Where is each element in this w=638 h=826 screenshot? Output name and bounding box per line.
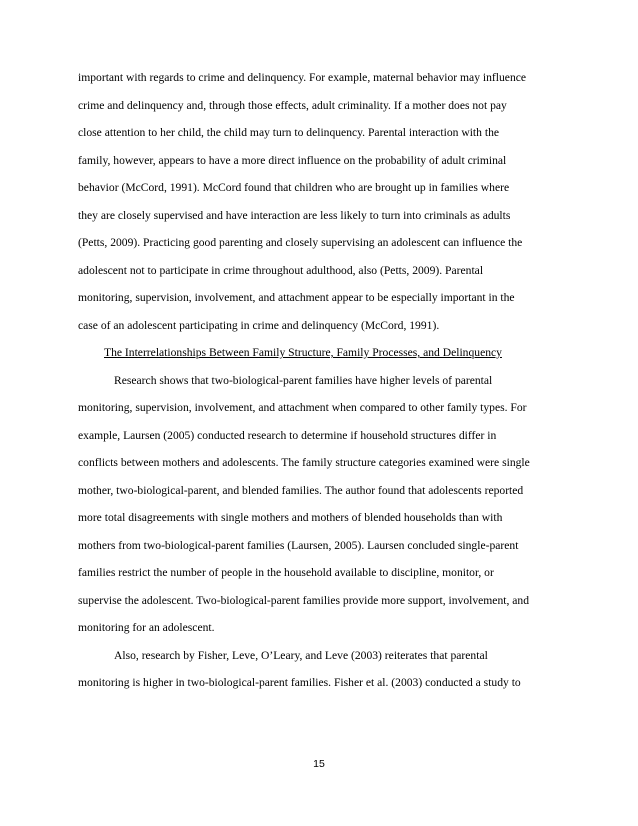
paragraph-first-line: Also, research by Fisher, Leve, O’Leary, and Leve (2003) reiterates that parental — [114, 648, 488, 662]
text-line: example, Laursen (2005) conducted research to determine if household structures differ in — [78, 428, 497, 442]
text-line: monitoring for an adolescent. — [78, 621, 215, 634]
text-line: close attention to her child, the child may turn to delinquency. Parental interaction with the — [78, 126, 500, 139]
text-line: they are closely supervised and have interaction are less likely to turn into criminals as adults — [78, 208, 511, 222]
text-line: conflicts between mothers and adolescents. The family structure categories examined were single — [78, 456, 530, 469]
text-line: supervise the adolescent. Two-biological-parent families provide more support, involvement, and — [78, 593, 530, 607]
text-line: mothers from two-biological-parent families (Laursen, 2005). Laursen concluded single-parent — [78, 538, 519, 552]
text-line: case of an adolescent participating in crime and delinquency (McCord, 1991). — [78, 318, 440, 332]
text-line: adolescent not to participate in crime throughout adulthood, also (Petts, 2009). Parental — [78, 263, 484, 277]
text-line: monitoring, supervision, involvement, and attachment when compared to other family types. For — [78, 401, 527, 414]
page-number: 15 — [313, 758, 325, 770]
paragraph-first-line: Research shows that two-biological-parent families have higher levels of parental — [114, 373, 493, 387]
text-line: crime and delinquency and, through those effects, adult criminality. If a mother does not pay — [78, 98, 507, 112]
body-text — [78, 64, 564, 697]
text-line: behavior (McCord, 1991). McCord found that children who are brought up in families where — [78, 181, 510, 194]
text-line: (Petts, 2009). Practicing good parenting and closely supervising an adolescent can influence the — [78, 236, 523, 249]
text-line: more total disagreements with single mothers and mothers of blended households than with — [78, 511, 503, 524]
section-heading: The Interrelationships Between Family Structure, Family Processes, and Delinquency — [104, 346, 502, 359]
text-line: monitoring is higher in two-biological-parent families. Fisher et al. (2003) conducted a study to — [78, 676, 521, 689]
text-line: monitoring, supervision, involvement, and attachment appear to be especially important in the — [78, 291, 515, 304]
text-line: families restrict the number of people in the household available to discipline, monitor, or — [78, 566, 494, 579]
section-heading-line — [78, 339, 564, 367]
text-line: family, however, appears to have a more direct influence on the probability of adult criminal — [78, 153, 507, 167]
text-line: mother, two-biological-parent, and blended families. The author found that adolescents reported — [78, 483, 524, 497]
text-line: important with regards to crime and delinquency. For example, maternal behavior may influence — [78, 71, 527, 84]
